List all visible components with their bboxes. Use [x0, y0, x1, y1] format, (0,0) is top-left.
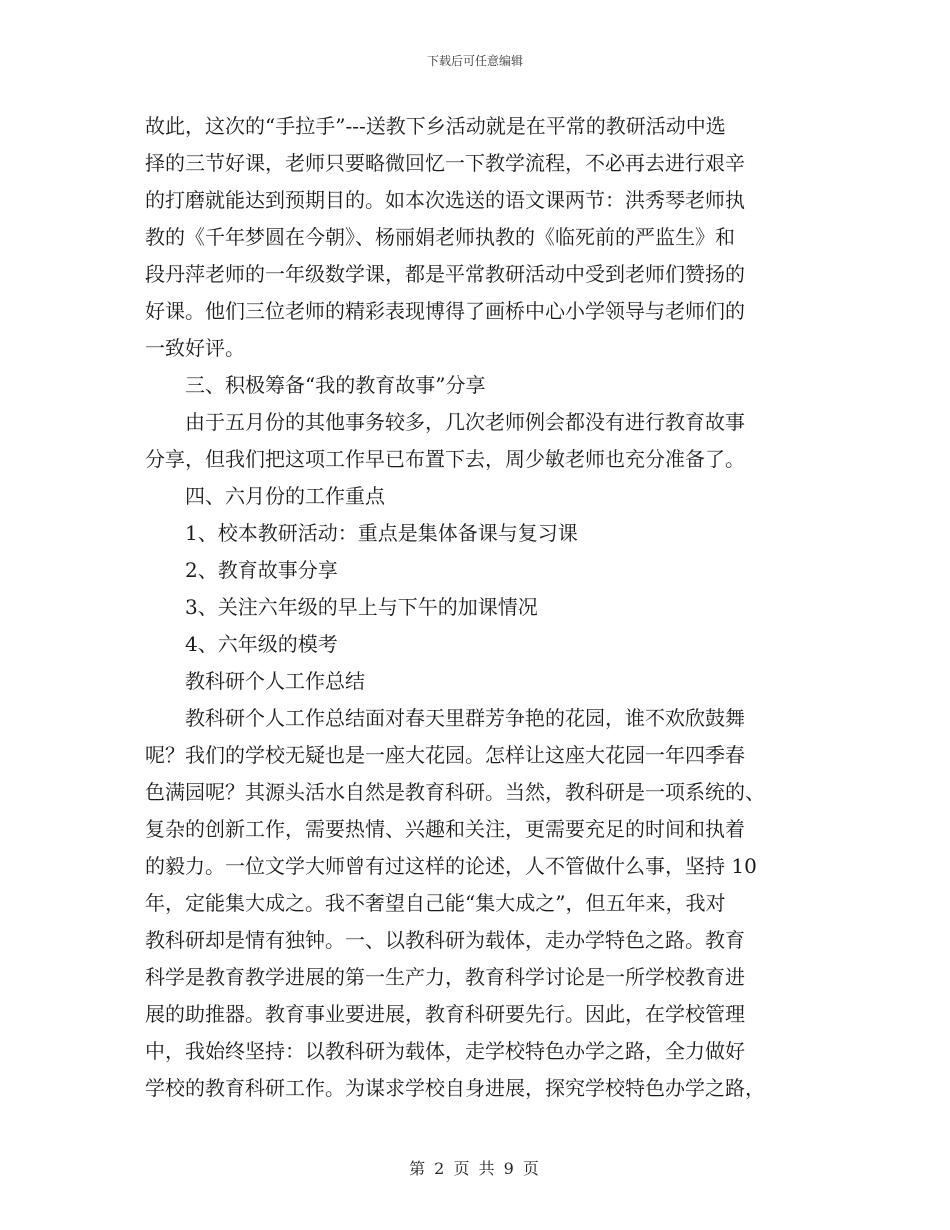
paragraph-line: 中，我始终坚持：以教科研为载体，走学校特色办学之路，全力做好 — [145, 1039, 745, 1063]
paragraph-line: 科学是教育教学进展的第一生产力，教育科学讨论是一所学校教育进 — [145, 965, 745, 989]
paragraph-line: 的打磨就能达到预期目的。如本次选送的语文课两节：洪秀琴老师执 — [145, 188, 745, 212]
paragraph-line: 由于五月份的其他事务较多，几次老师例会都没有进行教育故事 — [185, 410, 745, 434]
paragraph-line: 好课。他们三位老师的精彩表现博得了画桥中心小学领导与老师们的 — [145, 299, 745, 323]
paragraph-line: 段丹萍老师的一年级数学课，都是平常教研活动中受到老师们赞扬的 — [145, 262, 745, 286]
paragraph-line: 四、六月份的工作重点 — [185, 484, 385, 508]
paragraph-line: 的毅力。一位文学大师曾有过这样的论述，人不管做什么事，坚持 10 — [145, 854, 757, 878]
paragraph-line: 分享，但我们把这项工作早已布置下去，周少敏老师也充分准备了。 — [145, 447, 745, 471]
paragraph-line: 故此，这次的“手拉手”---送教下乡活动就是在平常的教研活动中选 — [145, 114, 726, 138]
paragraph-line: 3、关注六年级的早上与下午的加课情况 — [185, 595, 538, 619]
paragraph-line: 教科研个人工作总结面对春天里群芳争艳的花园，谁不欢欣鼓舞 — [185, 706, 745, 730]
paragraph-line: 教科研却是情有独钟。一、以教科研为载体，走办学特色之路。教育 — [145, 928, 745, 952]
paragraph-line: 1、校本教研活动：重点是集体备课与复习课 — [185, 521, 578, 545]
paragraph-line: 三、积极筹备“我的教育故事”分享 — [185, 373, 486, 397]
paragraph-line: 教的《千年梦圆在今朝》、杨丽娟老师执教的《临死前的严监生》和 — [145, 225, 735, 249]
paragraph-line: 教科研个人工作总结 — [185, 669, 365, 693]
page-header: 下载后可任意编辑 — [426, 54, 523, 68]
paragraph-line: 4、六年级的模考 — [185, 632, 338, 656]
paragraph-line: 展的助推器。教育事业要进展，教育科研要先行。因此，在学校管理 — [145, 1002, 745, 1026]
document-body — [145, 108, 805, 1107]
paragraph-line: 呢？我们的学校无疑也是一座大花园。怎样让这座大花园一年四季春 — [145, 743, 745, 767]
paragraph-line: 色满园呢？其源头活水自然是教育科研。当然，教科研是一项系统的、 — [145, 780, 765, 804]
paragraph-line: 择的三节好课，老师只要略微回忆一下教学流程，不必再去进行艰辛 — [145, 151, 745, 175]
paragraph-line: 年，定能集大成之。我不奢望自己能“集大成之”，但五年来，我对 — [145, 891, 726, 915]
paragraph-line: 复杂的创新工作，需要热情、兴趣和关注，更需要充足的时间和执着 — [145, 817, 745, 841]
page-number-footer: 第 2 页 共 9 页 — [409, 1159, 541, 1178]
paragraph-line: 一致好评。 — [145, 336, 245, 360]
paragraph-line: 2、教育故事分享 — [185, 558, 338, 582]
paragraph-line: 学校的教育科研工作。为谋求学校自身进展，探究学校特色办学之路， — [145, 1076, 765, 1100]
